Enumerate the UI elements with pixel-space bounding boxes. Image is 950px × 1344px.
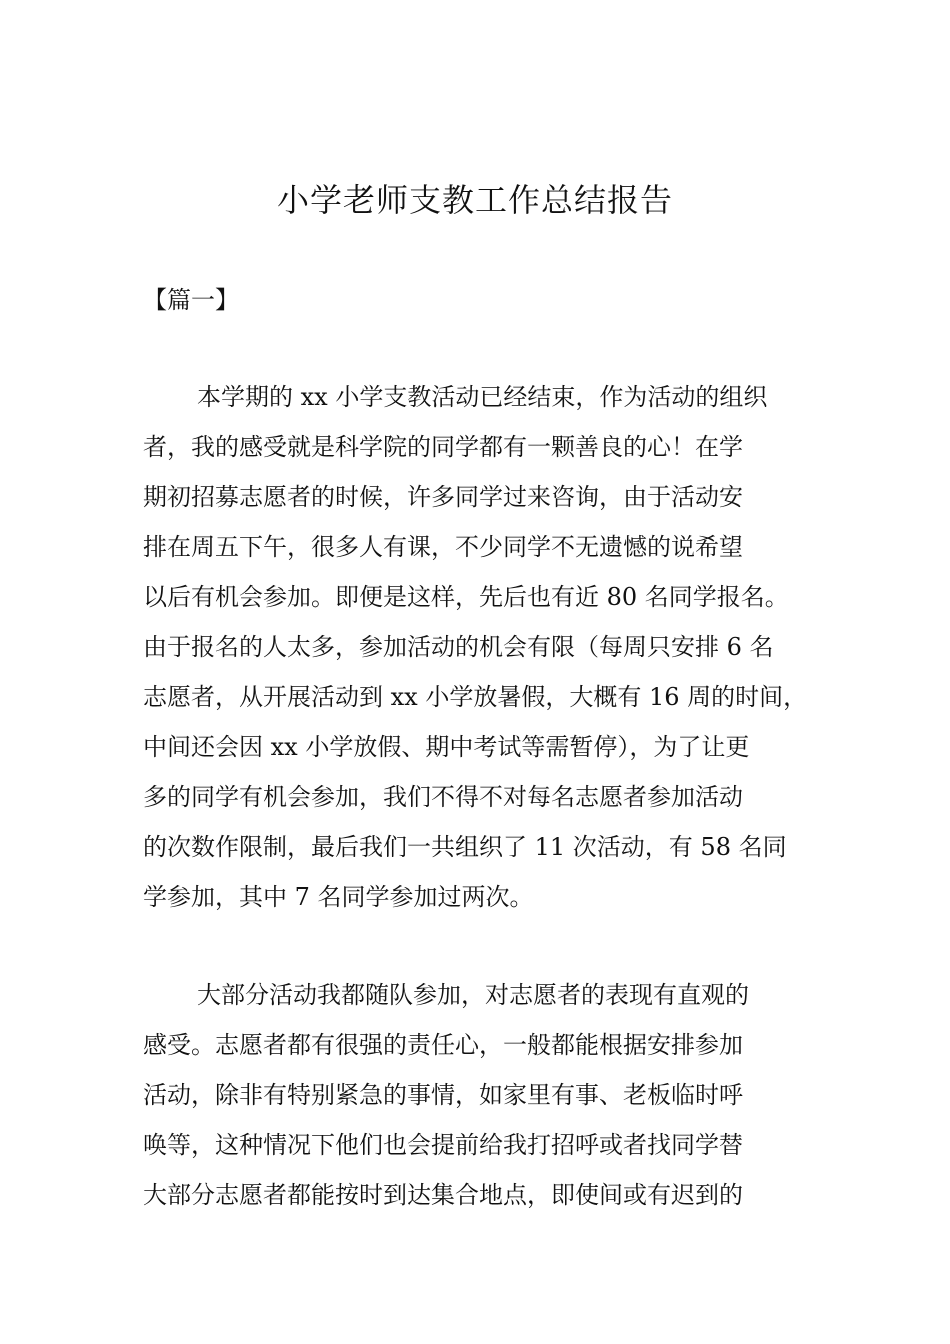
paragraph-line: 唤等，这种情况下他们也会提前给我打招呼或者找同学替 [143,1131,743,1159]
document-title: 小学老师支教工作总结报告 [276,181,673,219]
paragraph-line: 中间还会因 xx 小学放假、期中考试等需暂停），为了让更 [143,733,750,761]
paragraph-line: 感受。志愿者都有很强的责任心，一般都能根据安排参加 [143,1031,743,1059]
paragraph-line: 大部分活动我都随队参加，对志愿者的表现有直观的 [197,981,749,1009]
paragraph-line: 大部分志愿者都能按时到达集合地点，即使间或有迟到的 [143,1181,743,1209]
paragraph-line: 排在周五下午，很多人有课，不少同学不无遗憾的说希望 [143,533,743,561]
paragraph-line: 学参加，其中 7 名同学参加过两次。 [143,883,534,911]
paragraph-line: 由于报名的人太多，参加活动的机会有限（每周只安排 6 名 [143,633,774,661]
paragraph-line: 期初招募志愿者的时候，许多同学过来咨询，由于活动安 [143,483,743,511]
section-label: 【篇一】 [143,286,239,314]
body-paragraph-1 [143,372,823,922]
paragraph-line: 者，我的感受就是科学院的同学都有一颗善良的心！在学 [143,433,743,461]
paragraph-line: 活动，除非有特别紧急的事情，如家里有事、老板临时呼 [143,1081,743,1109]
paragraph-line: 志愿者，从开展活动到 xx 小学放暑假，大概有 16 周的时间， [143,683,808,711]
paragraph-line: 以后有机会参加。即便是这样，先后也有近 80 名同学报名。 [143,583,789,611]
paragraph-line: 的次数作限制，最后我们一共组织了 11 次活动，有 58 名同 [143,833,787,861]
paragraph-line: 多的同学有机会参加，我们不得不对每名志愿者参加活动 [143,783,743,811]
body-paragraph-2 [143,970,823,1220]
paragraph-line: 本学期的 xx 小学支教活动已经结束，作为活动的组织 [197,383,768,411]
